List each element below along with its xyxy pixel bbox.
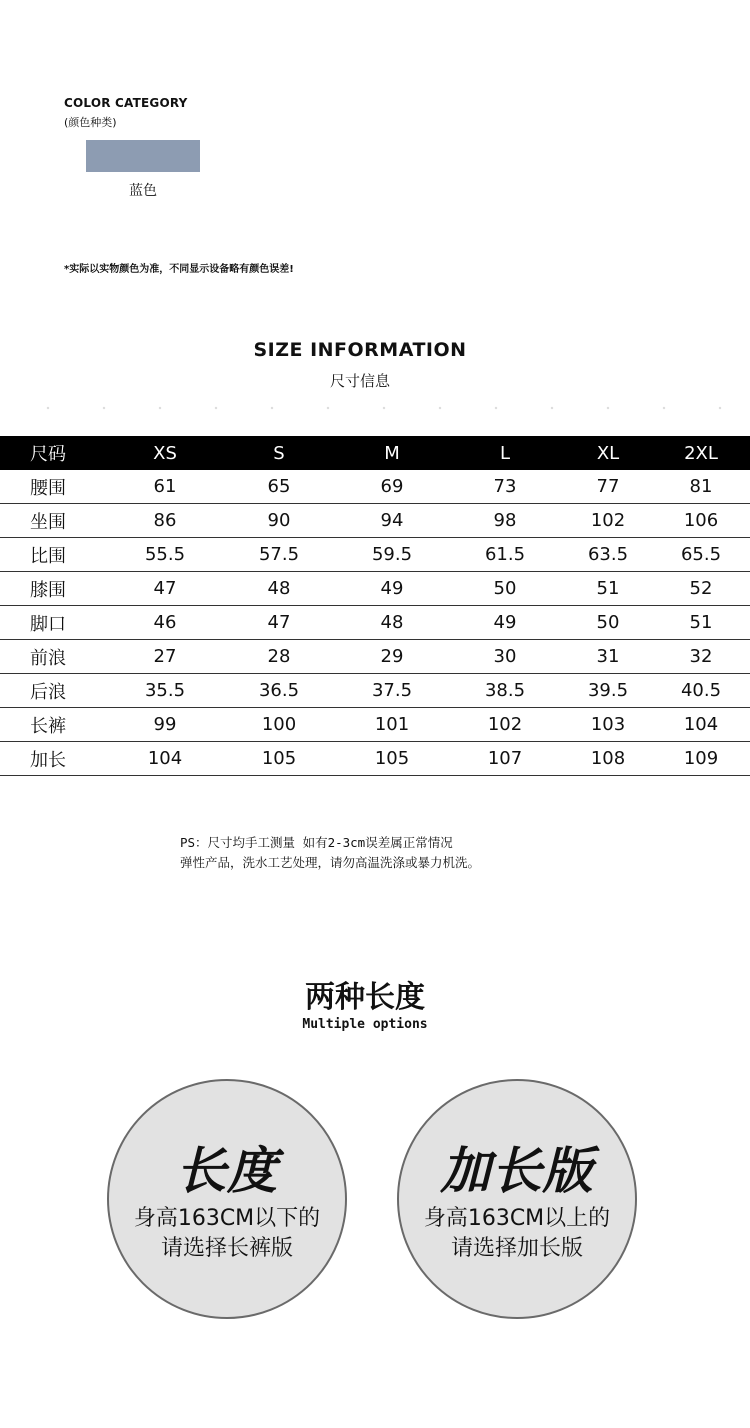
length-option-title: 长度 [176,1142,278,1200]
size-table-row-label: 脚口 [0,606,110,640]
size-table-row-label: 坐围 [0,504,110,538]
size-table-row [0,742,750,776]
color-swatch-blue[interactable] [86,140,200,172]
size-table-cell: 47 [220,606,338,640]
size-table-cell: 51 [564,572,652,606]
size-table-cell: 61.5 [446,538,564,572]
size-table-cell: 105 [338,742,446,776]
color-category-subtitle: (颜色种类) [64,116,117,129]
size-table-header: M [384,442,400,464]
size-table-cell: 104 [652,708,750,742]
size-table-cell: 59.5 [338,538,446,572]
size-table-cell: 69 [338,470,446,504]
size-table-cell: 40.5 [652,674,750,708]
length-option-line: 请选择加长版 [450,1236,583,1261]
size-table-row [0,538,750,572]
size-table-cell: 30 [446,640,564,674]
color-disclaimer: *实际以实物颜色为准，不同显示设备略有颜色误差! [64,264,294,275]
size-table-cell: 65.5 [652,538,750,572]
size-table-row [0,708,750,742]
size-table-cell: 104 [110,742,220,776]
size-table-cell: 106 [652,504,750,538]
size-table-row [0,606,750,640]
size-table-row-label: 前浪 [0,640,110,674]
size-table-header: S [273,442,285,464]
size-table-row [0,674,750,708]
size-table-row-label: 加长 [0,742,110,776]
size-table-cell: 51 [652,606,750,640]
size-table-cell: 32 [652,640,750,674]
size-table-cell: 101 [338,708,446,742]
size-table-cell: 61 [110,470,220,504]
size-table-row [0,504,750,538]
size-table-cell: 49 [446,606,564,640]
size-table-cell: 29 [338,640,446,674]
length-option-long[interactable] [397,1079,637,1319]
size-table-header: L [499,442,511,464]
length-option-desc [399,1204,635,1264]
length-option-line: 身高163CM以上的 [423,1206,611,1231]
size-info-subtitle: 尺寸信息 [329,372,390,390]
size-table-row-label: 比围 [0,538,110,572]
size-table-cell: 37.5 [338,674,446,708]
size-table-cell: 31 [564,640,652,674]
size-table-cell: 99 [110,708,220,742]
size-table-cell: 28 [220,640,338,674]
size-table-cell: 38.5 [446,674,564,708]
size-table-cell: 77 [564,470,652,504]
size-table-cell: 103 [564,708,652,742]
size-table-cell: 57.5 [220,538,338,572]
size-table [0,436,750,776]
size-table-cell: 47 [110,572,220,606]
size-table-row [0,470,750,504]
size-table-cell: 50 [446,572,564,606]
size-info-title: SIZE INFORMATION [253,339,467,361]
size-table-header: XL [596,442,620,464]
size-table-header: XS [153,442,177,464]
size-table-cell: 49 [338,572,446,606]
size-table-cell: 73 [446,470,564,504]
size-table-cell: 100 [220,708,338,742]
size-table-cell: 48 [338,606,446,640]
size-table-cell: 107 [446,742,564,776]
size-table-row-label: 腰围 [0,470,110,504]
size-table-cell: 48 [220,572,338,606]
size-table-body [0,470,750,776]
size-table-cell: 81 [652,470,750,504]
length-option-desc [109,1204,345,1264]
size-table-header: 2XL [684,442,718,464]
size-table-cell: 52 [652,572,750,606]
size-table-header: 尺码 [30,444,66,465]
size-table-cell: 55.5 [110,538,220,572]
dotted-divider [0,406,750,410]
size-table-cell: 105 [220,742,338,776]
length-option-line: 身高163CM以下的 [133,1206,321,1231]
ps-note-line: 弹性产品，洗水工艺处理，请勿高温洗涤或暴力机洗。 [180,855,481,870]
ps-note-line: PS：尺寸均手工测量 如有2-3cm误差属正常情况 [180,835,453,850]
size-table-cell: 98 [446,504,564,538]
size-table-cell: 102 [564,504,652,538]
size-table-cell: 65 [220,470,338,504]
size-table-cell: 108 [564,742,652,776]
size-table-row [0,572,750,606]
length-option-line: 请选择长裤版 [160,1236,293,1261]
size-table-cell: 109 [652,742,750,776]
color-swatch-label: 蓝色 [129,183,157,199]
size-table-cell: 94 [338,504,446,538]
size-table-cell: 63.5 [564,538,652,572]
length-option-regular[interactable] [107,1079,347,1319]
color-category-title: COLOR CATEGORY [64,96,188,110]
size-table-cell: 35.5 [110,674,220,708]
size-table-cell: 27 [110,640,220,674]
lengths-title: 两种长度 [305,980,425,1015]
length-option-title: 加长版 [440,1142,594,1200]
size-table-header-row [0,436,750,470]
lengths-subtitle: Multiple options [302,1017,428,1032]
size-table-cell: 46 [110,606,220,640]
size-table-row-label: 长裤 [0,708,110,742]
size-table-row-label: 后浪 [0,674,110,708]
size-table-cell: 50 [564,606,652,640]
size-table-cell: 36.5 [220,674,338,708]
size-table-cell: 86 [110,504,220,538]
ps-note [180,833,480,873]
size-table-row-label: 膝围 [0,572,110,606]
size-table-cell: 39.5 [564,674,652,708]
size-table-row [0,640,750,674]
size-table-cell: 102 [446,708,564,742]
size-table-cell: 90 [220,504,338,538]
